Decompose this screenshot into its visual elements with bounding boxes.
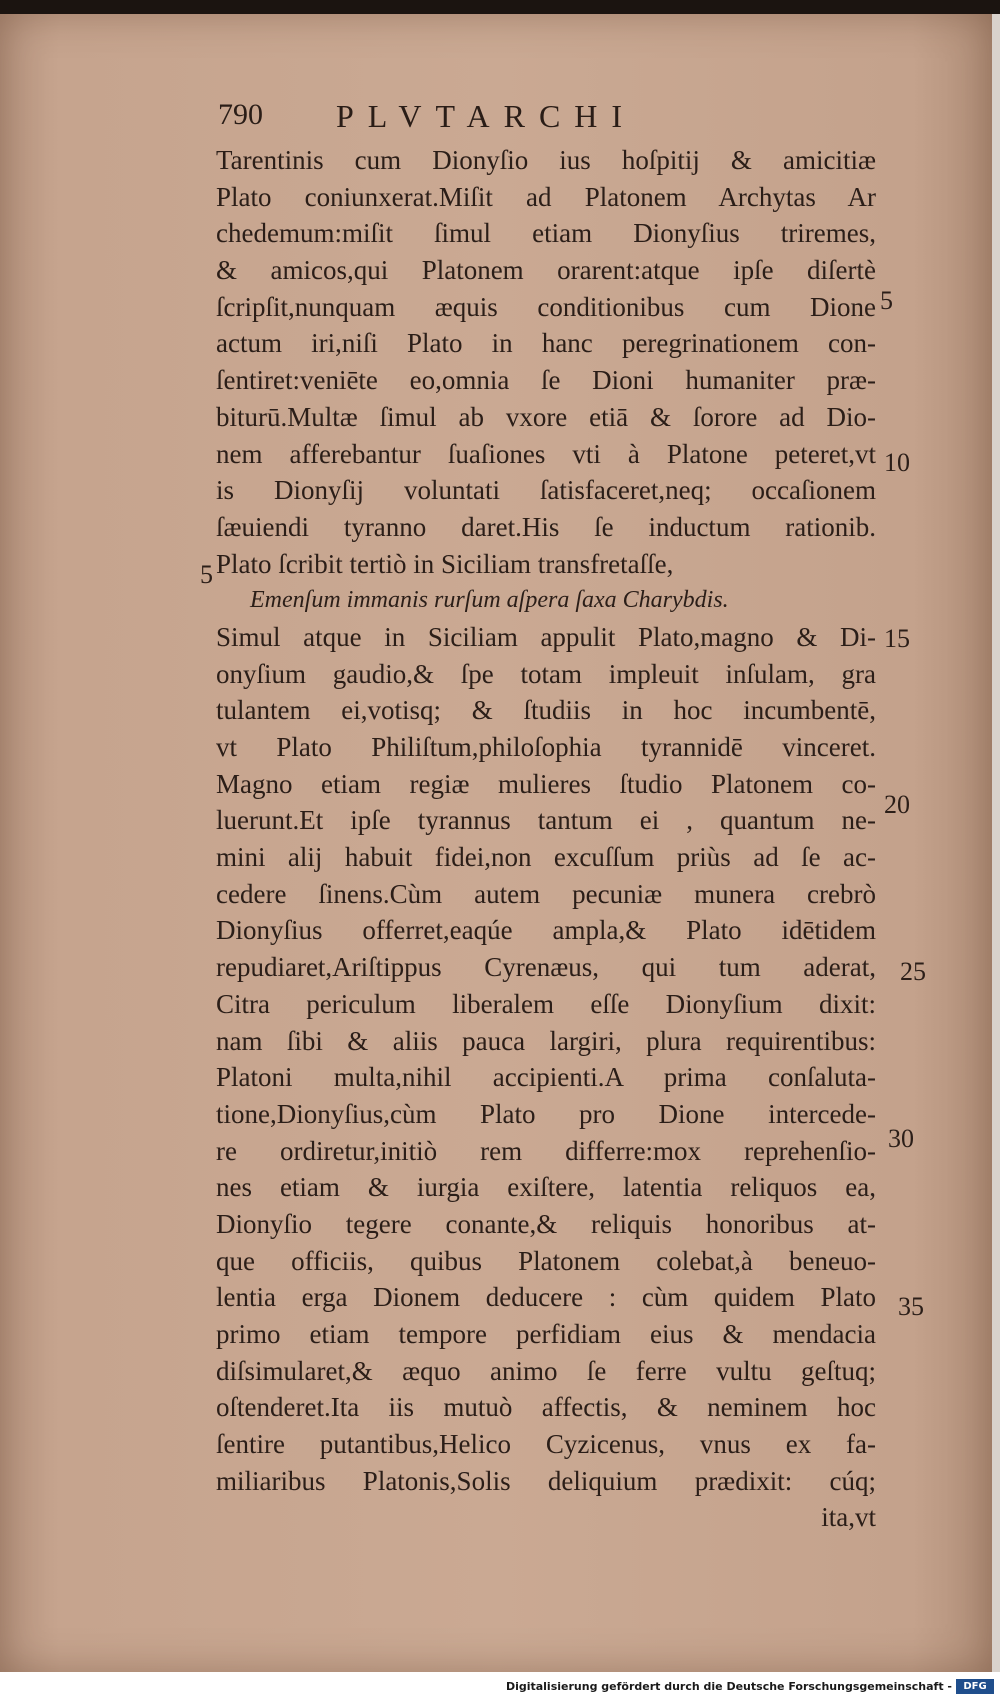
text-line: ſcripſit,nunquam æquis conditionibus cum Dione [216,291,876,322]
main-text [216,142,876,1536]
text-line: Platoni multa,nihil accipienti.A prima conſaluta- [216,1062,876,1093]
verse-quotation: Emenſum immanis rurſum aſpera ſaxa Charybdis. [250,587,729,614]
page-edge [992,14,1000,1672]
text-line: nes etiam & iurgia exiſtere, latentia reliquos ea, [216,1172,876,1203]
text-line: onyſium gaudio,& ſpe totam impleuit inſulam, gra [216,658,876,689]
text-line: Magno etiam regiæ mulieres ſtudio Platonem co- [216,768,876,799]
page-header [218,98,738,142]
text-line: Simul atque in Siciliam appulit Plato,magno & Di- [216,621,876,652]
text-line: mini alij habuit fidei,non excuſſum priùs ad ſe ac- [216,842,876,873]
running-head: PLVTARCHI [336,98,637,134]
text-line: cedere ſinens.Cùm autem pecuniæ munera crebrò [216,878,876,909]
text-line: & amicos,qui Platonem orarent:atque ipſe diſertè [216,255,876,286]
margin-line-number: 5 [200,560,213,589]
text-line: biturū.Multæ ſimul ab vxore etiā & ſorore ad Dio- [216,401,876,432]
page-number: 790 [218,98,263,131]
text-line: vt Plato Philiſtum,philoſophia tyrannidē vinceret. [216,732,876,762]
catchword: ita,vt [821,1502,876,1533]
text-line: lentia erga Dionem deducere : cùm quidem Plato [216,1282,876,1313]
margin-line-number: 25 [900,957,926,986]
dfg-logo-icon: DFG [956,1679,994,1694]
text-line: Plato coniunxerat.Miſit ad Platonem Archytas Ar [216,181,876,212]
text-line: re ordiretur,initiò rem differre:mox reprehenſio- [216,1135,876,1166]
text-line: oſtenderet.Ita iis mutuò affectis, & neminem hoc [216,1392,876,1423]
margin-line-number: 5 [880,286,893,315]
text-line: is Dionyſij voluntati ſatisfaceret,neq; occaſionem [216,475,876,506]
text-line: ſæuiendi tyranno daret.His ſe inductum rationib. [216,511,876,542]
text-line: luerunt.Et ipſe tyrannus tantum ei , quantum ne- [216,805,876,836]
text-line: nem afferebantur ſuaſiones vti à Platone peteret,vt [216,438,876,469]
text-line: ſentiret:veniēte eo,omnia ſe Dioni humaniter præ- [216,365,876,396]
text-line: ſentire putantibus,Helico Cyzicenus, vnus ex fa- [216,1429,876,1460]
margin-line-number: 10 [884,448,910,477]
text-line: Dionyſius offerret,eaqúe ampla,& Plato idētidem [216,915,876,946]
text-line: que officiis, quibus Platonem colebat,à beneuo- [216,1245,876,1276]
text-line: diſsimularet,& æquo animo ſe ferre vultu geſtuq; [216,1355,876,1386]
text-line: primo etiam tempore perfidiam eius & mendacia [216,1319,876,1349]
text-line: repudiaret,Ariſtippus Cyrenæus, qui tum aderat, [216,952,876,983]
text-line: Dionyſio tegere conante,& reliquis honoribus at- [216,1208,876,1239]
text-line: actum iri,niſi Plato in hanc peregrinationem con- [216,328,876,359]
text-line: tulantem ei,votisq; & ſtudiis in hoc incumbentē, [216,695,876,726]
text-line: Tarentinis cum Dionyſio ius hoſpitij & amicitiæ [216,145,876,175]
text-line: Plato ſcribit tertiò in Siciliam transfretaſſe, [216,548,674,579]
text-line: Citra periculum liberalem eſſe Dionyſium dixit: [216,988,876,1019]
text-line: tione,Dionyſius,cùm Plato pro Dione intercede- [216,1098,876,1129]
footer-credit: Digitalisierung gefördert durch die Deutsche Forschungsgemeinschaft - [505,1680,952,1693]
digitization-footer [0,1672,1000,1703]
text-line: miliaribus Platonis,Solis deliquium prædixit: cúq; [216,1465,876,1496]
text-line: nam ſibi & aliis pauca largiri, plura requirentibus: [216,1025,876,1056]
text-line: chedemum:miſit ſimul etiam Dionyſius triremes, [216,218,876,249]
margin-line-number: 15 [884,624,910,653]
margin-line-number: 35 [898,1292,924,1321]
margin-line-number: 30 [888,1124,914,1153]
margin-line-number: 20 [884,790,910,819]
